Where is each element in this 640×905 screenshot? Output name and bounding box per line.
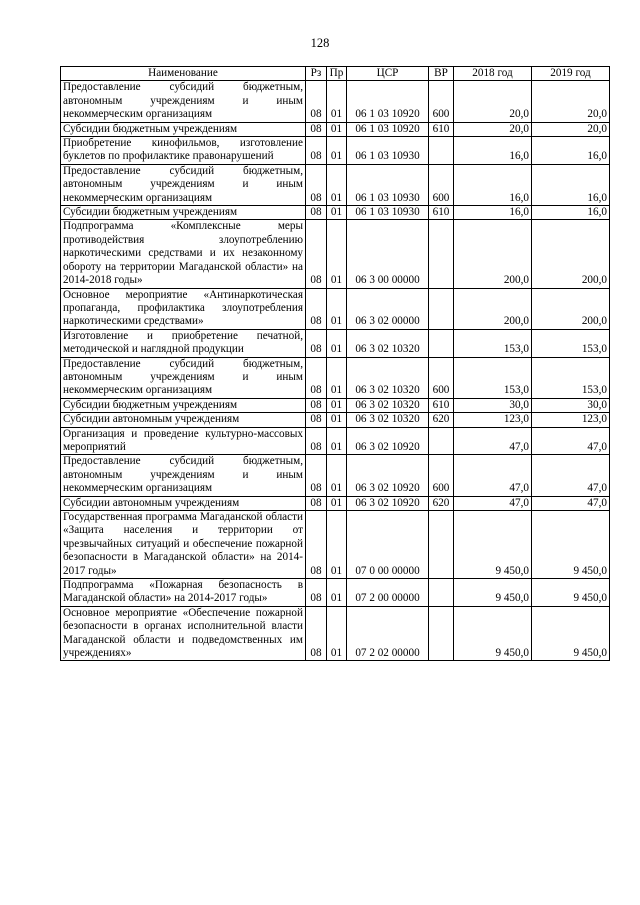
table-row (61, 206, 610, 220)
cell-2018: 153,0 (454, 357, 532, 398)
cell-name (61, 511, 306, 579)
cell-2018: 47,0 (454, 496, 532, 510)
cell-pr: 01 (327, 164, 347, 205)
cell-vr (429, 427, 454, 455)
cell-csr: 06 3 02 10320 (347, 413, 429, 427)
cell-rz: 08 (306, 137, 327, 165)
cell-rz: 08 (306, 288, 327, 329)
table-row (61, 413, 610, 427)
cell-vr: 600 (429, 81, 454, 122)
header-name: Наименование (61, 67, 306, 81)
table-row (61, 164, 610, 205)
header-2019: 2019 год (532, 67, 610, 81)
row-label: Предоставление субсидий бюджетным, автономным учреждениям и иным некоммерческим организациям (63, 357, 303, 397)
cell-csr: 06 3 02 10320 (347, 329, 429, 357)
cell-rz: 08 (306, 81, 327, 122)
cell-csr: 06 3 02 10920 (347, 427, 429, 455)
cell-vr (429, 220, 454, 288)
cell-vr (429, 606, 454, 661)
row-label: Субсидии бюджетным учреждениям (63, 122, 238, 135)
cell-vr: 600 (429, 455, 454, 496)
cell-name (61, 413, 306, 427)
table-body (61, 81, 610, 661)
cell-name (61, 606, 306, 661)
cell-2018: 123,0 (454, 413, 532, 427)
cell-name (61, 288, 306, 329)
row-label: Субсидии автономным учреждениям (63, 496, 240, 509)
cell-vr (429, 288, 454, 329)
table-row (61, 288, 610, 329)
cell-2018: 30,0 (454, 398, 532, 412)
cell-csr: 06 3 00 00000 (347, 220, 429, 288)
cell-name (61, 164, 306, 205)
table-row (61, 329, 610, 357)
table-row (61, 137, 610, 165)
cell-name (61, 496, 306, 510)
cell-2019: 200,0 (532, 220, 610, 288)
cell-2019: 16,0 (532, 206, 610, 220)
cell-name (61, 357, 306, 398)
header-pr: Пр (327, 67, 347, 81)
cell-2019: 20,0 (532, 122, 610, 136)
row-label: Субсидии бюджетным учреждениям (63, 398, 238, 411)
cell-pr: 01 (327, 455, 347, 496)
cell-rz: 08 (306, 511, 327, 579)
cell-2019: 47,0 (532, 427, 610, 455)
table-header-row (61, 67, 610, 81)
table-row (61, 81, 610, 122)
header-rz: Рз (306, 67, 327, 81)
cell-2018: 153,0 (454, 329, 532, 357)
cell-vr: 620 (429, 413, 454, 427)
cell-2019: 30,0 (532, 398, 610, 412)
cell-2019: 20,0 (532, 81, 610, 122)
cell-vr (429, 579, 454, 607)
budget-table (60, 66, 610, 661)
cell-2018: 16,0 (454, 137, 532, 165)
cell-pr: 01 (327, 579, 347, 607)
cell-rz: 08 (306, 357, 327, 398)
table-row (61, 579, 610, 607)
cell-2019: 9 450,0 (532, 606, 610, 661)
row-label: Организация и проведение культурно-массовых мероприятий (63, 427, 303, 453)
cell-pr: 01 (327, 606, 347, 661)
cell-2019: 16,0 (532, 164, 610, 205)
row-label: Подпрограмма «Пожарная безопасность в Магаданской области» на 2014-2017 годы» (63, 579, 303, 605)
cell-rz: 08 (306, 206, 327, 220)
cell-pr: 01 (327, 398, 347, 412)
cell-2018: 9 450,0 (454, 579, 532, 607)
cell-csr: 06 1 03 10930 (347, 164, 429, 205)
cell-2019: 9 450,0 (532, 511, 610, 579)
cell-pr: 01 (327, 357, 347, 398)
cell-2018: 47,0 (454, 455, 532, 496)
cell-pr: 01 (327, 413, 347, 427)
cell-2019: 16,0 (532, 137, 610, 165)
cell-rz: 08 (306, 398, 327, 412)
cell-csr: 06 3 02 10320 (347, 398, 429, 412)
cell-2018: 200,0 (454, 220, 532, 288)
cell-csr: 06 1 03 10930 (347, 137, 429, 165)
cell-csr: 06 3 02 10920 (347, 496, 429, 510)
cell-2019: 153,0 (532, 329, 610, 357)
cell-rz: 08 (306, 122, 327, 136)
cell-2018: 16,0 (454, 164, 532, 205)
cell-name (61, 122, 306, 136)
row-label: Предоставление субсидий бюджетным, автономным учреждениям и иным некоммерческим организациям (63, 164, 303, 204)
cell-2019: 47,0 (532, 496, 610, 510)
cell-vr: 600 (429, 357, 454, 398)
cell-csr: 07 2 00 00000 (347, 579, 429, 607)
cell-vr: 600 (429, 164, 454, 205)
cell-2018: 9 450,0 (454, 511, 532, 579)
cell-2019: 47,0 (532, 455, 610, 496)
cell-pr: 01 (327, 329, 347, 357)
cell-pr: 01 (327, 81, 347, 122)
cell-csr: 06 3 02 10320 (347, 357, 429, 398)
header-csr: ЦСР (347, 67, 429, 81)
cell-csr: 06 3 02 00000 (347, 288, 429, 329)
cell-rz: 08 (306, 164, 327, 205)
cell-2018: 47,0 (454, 427, 532, 455)
table-row (61, 357, 610, 398)
row-label: Предоставление субсидий бюджетным, автономным учреждениям и иным некоммерческим организациям (63, 455, 303, 495)
cell-csr: 06 3 02 10920 (347, 455, 429, 496)
cell-rz: 08 (306, 606, 327, 661)
cell-rz: 08 (306, 427, 327, 455)
cell-csr: 06 1 03 10920 (347, 81, 429, 122)
row-label: Приобретение кинофильмов, изготовление буклетов по профилактике правонарушений (63, 137, 303, 163)
cell-pr: 01 (327, 122, 347, 136)
cell-2018: 200,0 (454, 288, 532, 329)
cell-name (61, 398, 306, 412)
cell-name (61, 455, 306, 496)
cell-2018: 20,0 (454, 81, 532, 122)
table-row (61, 496, 610, 510)
table-row (61, 122, 610, 136)
cell-csr: 06 1 03 10920 (347, 122, 429, 136)
cell-csr: 06 1 03 10930 (347, 206, 429, 220)
row-label: Субсидии бюджетным учреждениям (63, 206, 238, 219)
cell-name (61, 81, 306, 122)
table-row (61, 398, 610, 412)
row-label: Государственная программа Магаданской области «Защита населения и территории от чрезвычайных ситуаций и обеспечение пожарной безопасности в Магаданской области» на 2014-2017 годы» (63, 511, 303, 577)
cell-2019: 123,0 (532, 413, 610, 427)
table-row (61, 606, 610, 661)
cell-rz: 08 (306, 413, 327, 427)
cell-pr: 01 (327, 137, 347, 165)
cell-name (61, 579, 306, 607)
cell-2019: 200,0 (532, 288, 610, 329)
cell-name (61, 220, 306, 288)
cell-vr (429, 511, 454, 579)
cell-2018: 16,0 (454, 206, 532, 220)
cell-2018: 9 450,0 (454, 606, 532, 661)
row-label: Подпрограмма «Комплексные меры противодействия злоупотреблению наркотическими средствами и их незаконному обороту на территории Магаданской области» на 2014-2018 годы» (63, 220, 303, 287)
table-row (61, 455, 610, 496)
cell-vr (429, 137, 454, 165)
cell-vr: 620 (429, 496, 454, 510)
cell-pr: 01 (327, 206, 347, 220)
cell-vr: 610 (429, 122, 454, 136)
cell-2019: 9 450,0 (532, 579, 610, 607)
cell-vr (429, 329, 454, 357)
table-row (61, 427, 610, 455)
page-number: 128 (310, 36, 330, 50)
row-label: Предоставление субсидий бюджетным, автономным учреждениям и иным некоммерческим организациям (63, 81, 303, 121)
row-label: Основное мероприятие «Антинаркотическая пропаганда, профилактика злоупотребления наркотическими средствами» (63, 288, 303, 328)
cell-rz: 08 (306, 496, 327, 510)
cell-csr: 07 2 02 00000 (347, 606, 429, 661)
cell-vr: 610 (429, 206, 454, 220)
cell-pr: 01 (327, 427, 347, 455)
cell-rz: 08 (306, 455, 327, 496)
cell-csr: 07 0 00 00000 (347, 511, 429, 579)
cell-name (61, 329, 306, 357)
row-label: Субсидии автономным учреждениям (63, 413, 240, 426)
cell-pr: 01 (327, 511, 347, 579)
cell-2018: 20,0 (454, 122, 532, 136)
table-row (61, 511, 610, 579)
cell-pr: 01 (327, 288, 347, 329)
cell-vr: 610 (429, 398, 454, 412)
cell-rz: 08 (306, 220, 327, 288)
row-label: Основное мероприятие «Обеспечение пожарной безопасности в органах исполнительной власти Магаданской области и подведомственных им учреждениях» (63, 606, 303, 660)
cell-name (61, 137, 306, 165)
row-label: Изготовление и приобретение печатной, методической и наглядной продукции (63, 329, 303, 356)
cell-2019: 153,0 (532, 357, 610, 398)
table-row (61, 220, 610, 288)
cell-name (61, 427, 306, 455)
header-vr: ВР (429, 67, 454, 81)
cell-pr: 01 (327, 220, 347, 288)
cell-pr: 01 (327, 496, 347, 510)
cell-rz: 08 (306, 329, 327, 357)
header-2018: 2018 год (454, 67, 532, 81)
cell-name (61, 206, 306, 220)
cell-rz: 08 (306, 579, 327, 607)
